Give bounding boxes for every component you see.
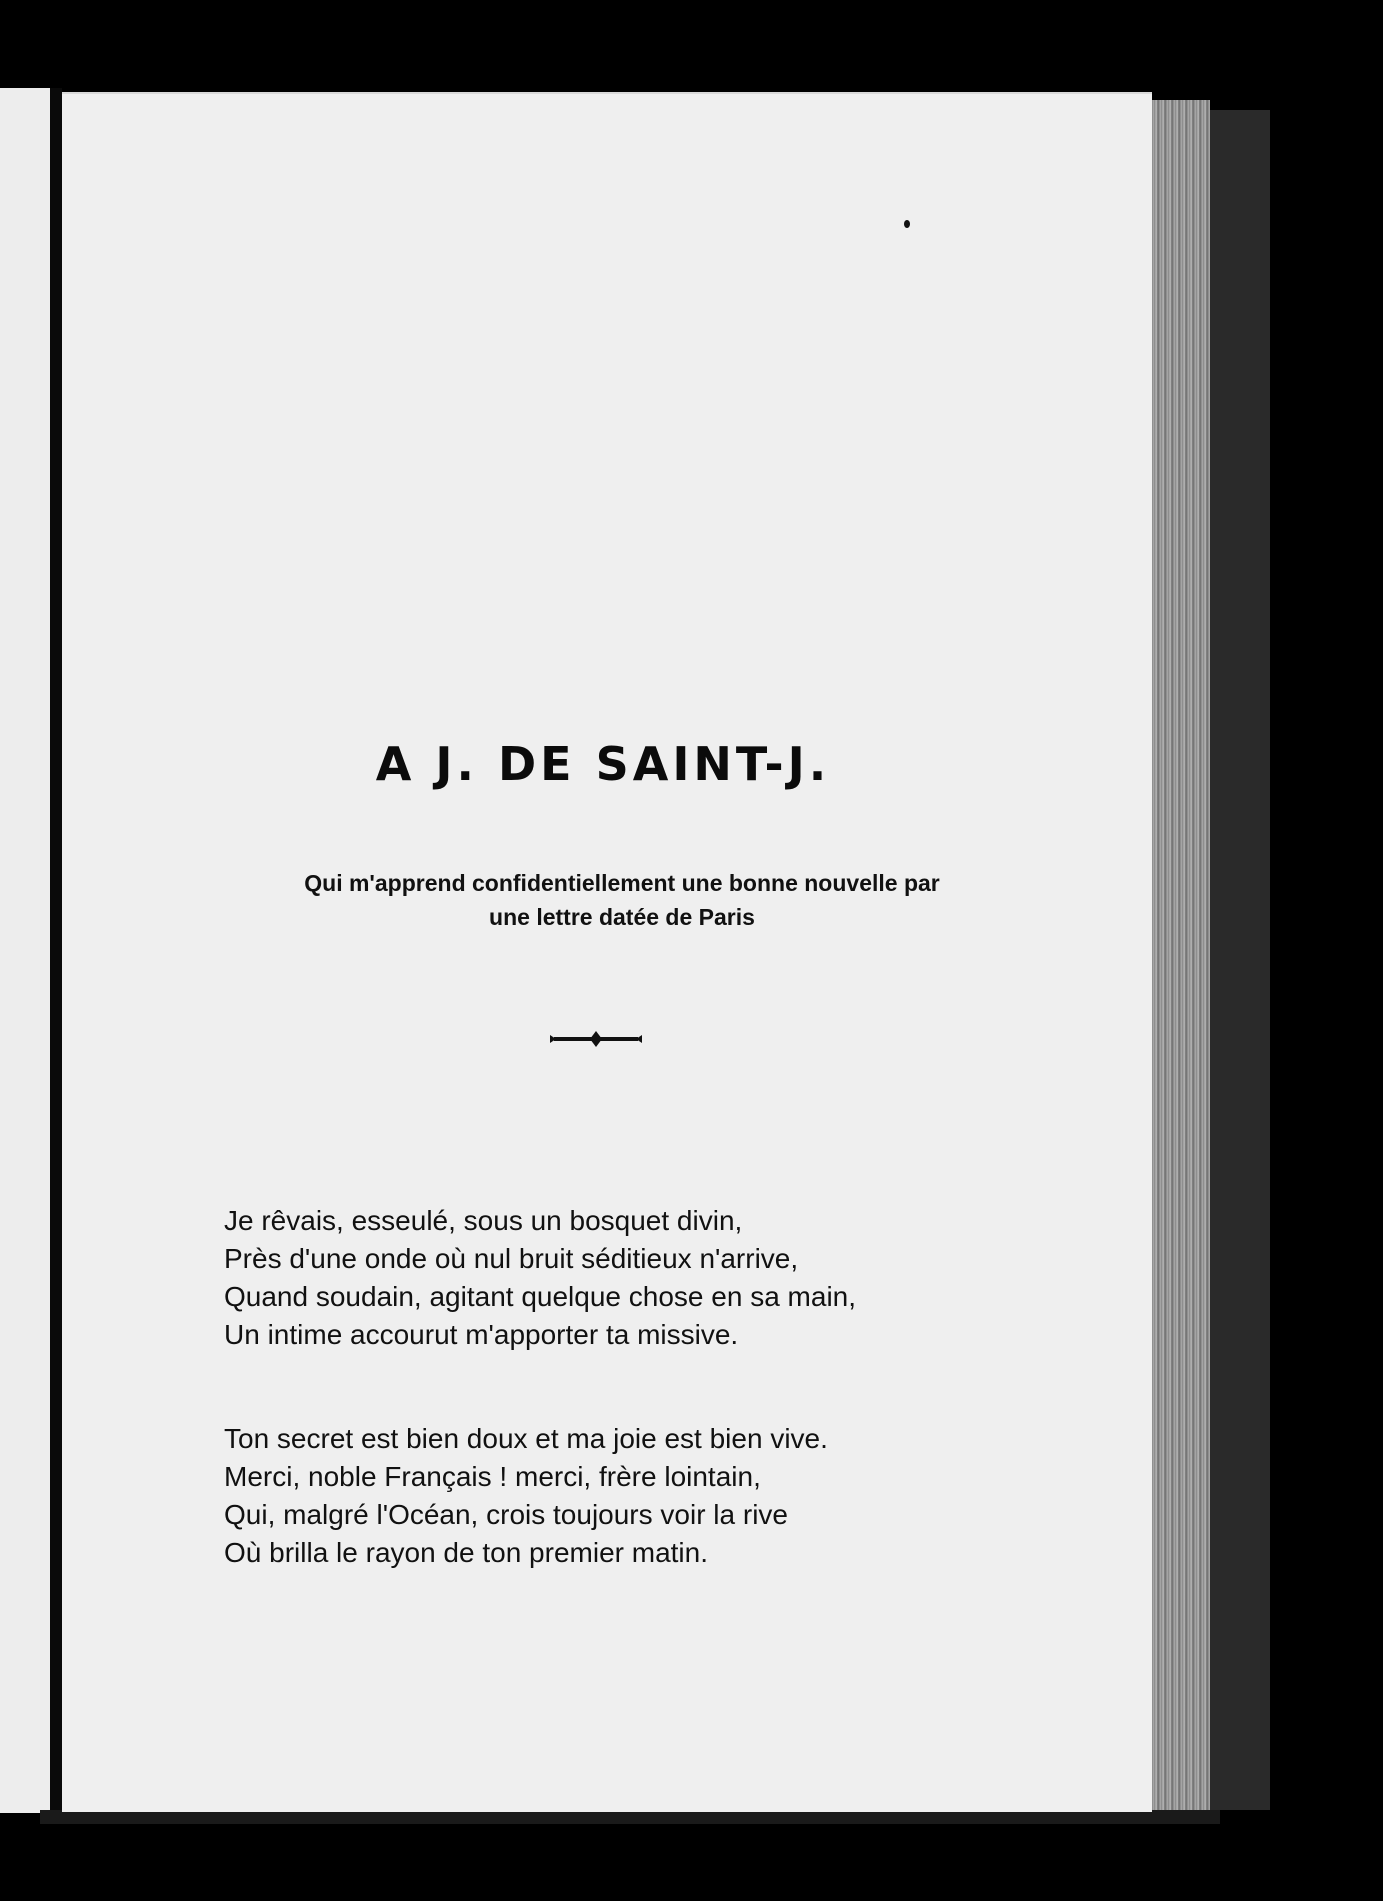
book-gutter bbox=[50, 88, 62, 1813]
stanza bbox=[224, 1202, 856, 1354]
verse-line: Ton secret est bien doux et ma joie est bien vive. bbox=[224, 1423, 828, 1454]
verse-line: Où brilla le rayon de ton premier matin. bbox=[224, 1537, 708, 1568]
page-edges bbox=[1146, 100, 1210, 1815]
dedication-line: une lettre datée de Paris bbox=[489, 904, 755, 930]
poem-title: A J. DE SAINT-J. bbox=[375, 737, 831, 791]
verse-line: Je rêvais, esseulé, sous un bosquet divin, bbox=[224, 1205, 743, 1236]
poem-dedication bbox=[202, 866, 1042, 934]
verse-line: Qui, malgré l'Océan, crois toujours voir la rive bbox=[224, 1499, 788, 1530]
bottom-edge bbox=[40, 1810, 1220, 1824]
fleuron-ornament-icon bbox=[548, 1027, 644, 1051]
book-cover-edge bbox=[1210, 110, 1270, 1810]
left-facing-page-edge bbox=[0, 88, 52, 1813]
stanza bbox=[224, 1420, 828, 1572]
verse-line: Quand soudain, agitant quelque chose en sa main, bbox=[224, 1281, 857, 1312]
verse-line: Près d'une onde où nul bruit séditieux n'arrive, bbox=[224, 1243, 799, 1274]
ink-speck bbox=[904, 220, 910, 228]
dedication-line: Qui m'apprend confidentiellement une bonne nouvelle par bbox=[304, 870, 940, 896]
verse-line: Un intime accourut m'apporter ta missive. bbox=[224, 1319, 739, 1350]
verse-line: Merci, noble Français ! merci, frère lointain, bbox=[224, 1461, 761, 1492]
book-page bbox=[62, 92, 1152, 1812]
